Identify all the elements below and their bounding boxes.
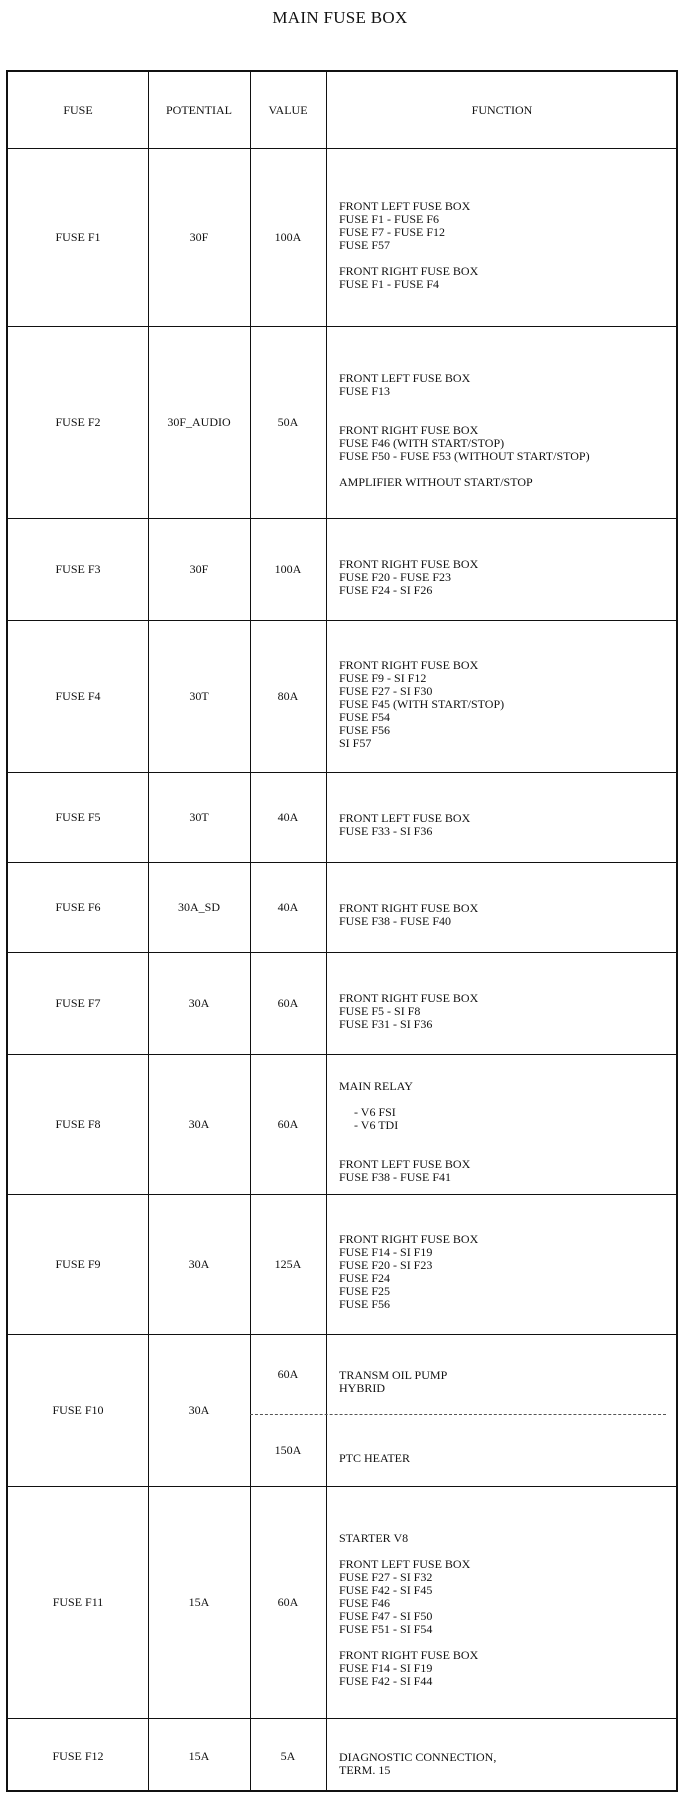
function-line: FUSE F27 - SI F32 [339, 1570, 433, 1584]
fuse-potential: 15A [188, 1748, 210, 1763]
function-line: FUSE F1 - FUSE F6 [339, 211, 440, 226]
function-line: FUSE F42 - SI F45 [339, 1583, 433, 1597]
fuse-value: 60A [277, 1116, 299, 1131]
function-line: FUSE F24 [339, 1271, 391, 1285]
fuse-name: FUSE F2 [55, 414, 101, 429]
function-line: FRONT RIGHT FUSE BOX [339, 1648, 479, 1662]
function-line: FUSE F57 [339, 237, 391, 252]
function-line [339, 398, 590, 411]
function-line: FUSE F42 - SI F44 [339, 1674, 433, 1688]
fuse-function [339, 1233, 478, 1311]
function-line: FRONT RIGHT FUSE BOX [339, 422, 479, 437]
header-fuse: FUSE [63, 102, 93, 117]
function-line: FUSE F50 - FUSE F53 (WITHOUT START/STOP) [339, 448, 590, 463]
fuse-potential: 30T [189, 688, 209, 703]
fuse-name: FUSE F1 [55, 229, 101, 244]
function-line: FUSE F25 [339, 1284, 391, 1298]
function-line: FUSE F56 [339, 722, 391, 737]
fuse-value: 50A [277, 414, 299, 429]
function-line: FUSE F51 - SI F54 [339, 1622, 433, 1636]
function-line: FRONT RIGHT FUSE BOX [339, 1232, 479, 1246]
fuse-value: 40A [277, 809, 299, 824]
function-line: TRANSM OIL PUMP [339, 1368, 448, 1382]
function-line: FUSE F14 - SI F19 [339, 1661, 433, 1675]
function-line: FUSE F31 - SI F36 [339, 1016, 433, 1031]
fuse-value: 100A [274, 229, 302, 244]
function-line: FRONT LEFT FUSE BOX [339, 811, 471, 825]
function-line: FRONT LEFT FUSE BOX [339, 198, 471, 213]
function-line: FRONT RIGHT FUSE BOX [339, 263, 479, 278]
fuse-function [339, 812, 470, 838]
fuse-potential: 30A [188, 995, 210, 1010]
function-line: AMPLIFIER WITHOUT START/STOP [339, 474, 533, 489]
fuse-potential: 30A [188, 1256, 210, 1271]
function-line: STARTER V8 [339, 1531, 409, 1545]
fuse-value: 80A [277, 688, 299, 703]
fuse-value: 60A [277, 995, 299, 1010]
fuse-function [339, 902, 478, 928]
fuse-potential: 15A [188, 1594, 210, 1609]
fuse-function [339, 1532, 478, 1688]
function-line: FRONT RIGHT FUSE BOX [339, 556, 479, 571]
fuse-function [339, 372, 590, 489]
function-line: FUSE F14 - SI F19 [339, 1245, 433, 1259]
header-potential: POTENTIAL [166, 102, 232, 117]
fuse-name: FUSE F12 [52, 1748, 104, 1763]
fuse-value: 100A [274, 561, 302, 576]
function-line: FUSE F13 [339, 383, 391, 398]
fuse-table [6, 70, 678, 1792]
function-line: FUSE F45 (WITH START/STOP) [339, 696, 505, 711]
function-line: FUSE F1 - FUSE F4 [339, 276, 440, 291]
function-line: FUSE F38 - FUSE F40 [339, 914, 452, 928]
function-line: SI F57 [339, 735, 372, 750]
function-line: FUSE F33 - SI F36 [339, 824, 433, 838]
function-line: FRONT LEFT FUSE BOX [339, 1157, 471, 1171]
function-line: MAIN RELAY [339, 1079, 413, 1093]
header-function: FUNCTION [471, 102, 533, 117]
function-line: FUSE F38 - FUSE F41 [339, 1170, 452, 1184]
function-line [339, 1132, 470, 1145]
function-line: DIAGNOSTIC CONNECTION, [339, 1750, 497, 1764]
function-line: FUSE F20 - SI F23 [339, 1258, 433, 1272]
fuse-name: FUSE F5 [55, 809, 101, 824]
fuse-value: 150A [274, 1442, 302, 1457]
function-line: FRONT LEFT FUSE BOX [339, 1557, 471, 1571]
fuse-value: 60A [277, 1366, 299, 1381]
fuse-potential: 30A_SD [177, 899, 220, 914]
fuse-function [339, 659, 504, 750]
fuse-value: 125A [274, 1256, 302, 1271]
function-line: FRONT RIGHT FUSE BOX [339, 657, 479, 672]
fuse-name: FUSE F10 [52, 1402, 104, 1417]
fuse-value: 60A [277, 1594, 299, 1609]
function-line: FUSE F20 - FUSE F23 [339, 569, 452, 584]
function-line: - V6 TDI [339, 1118, 399, 1132]
fuse-name: FUSE F3 [55, 561, 101, 576]
fuse-name: FUSE F6 [55, 899, 101, 914]
function-line: FRONT LEFT FUSE BOX [339, 370, 471, 385]
function-line: FUSE F27 - SI F30 [339, 683, 433, 698]
fuse-name: FUSE F11 [52, 1594, 104, 1609]
fuse-value: 40A [277, 899, 299, 914]
fuse-function [339, 1452, 410, 1465]
function-line: FUSE F46 [339, 1596, 391, 1610]
fuse-potential: 30T [189, 809, 209, 824]
fuse-potential: 30A [188, 1402, 210, 1417]
fuse-potential: 30F [189, 561, 209, 576]
fuse-potential: 30F_AUDIO [167, 414, 231, 429]
function-line [339, 463, 590, 476]
function-line: HYBRID [339, 1381, 386, 1395]
fuse-name: FUSE F4 [55, 688, 101, 703]
fuse-function [339, 558, 478, 597]
fuse-name: FUSE F8 [55, 1116, 101, 1131]
column-divider [326, 72, 327, 1790]
function-line: FUSE F7 - FUSE F12 [339, 224, 446, 239]
fuse-function [339, 992, 478, 1031]
page-title: MAIN FUSE BOX [272, 8, 408, 27]
function-line: TERM. 15 [339, 1763, 391, 1777]
function-line: FUSE F47 - SI F50 [339, 1609, 433, 1623]
fuse-potential: 30F [189, 229, 209, 244]
function-line: FUSE F46 (WITH START/STOP) [339, 435, 505, 450]
function-line [339, 411, 590, 424]
function-line: FUSE F5 - SI F8 [339, 1003, 421, 1018]
fuse-function [339, 1751, 496, 1777]
function-line: - V6 FSI [339, 1105, 396, 1119]
fuse-function [339, 200, 478, 291]
fuse-potential: 30A [188, 1116, 210, 1131]
function-line: FRONT RIGHT FUSE BOX [339, 901, 479, 915]
fuse-name: FUSE F9 [55, 1256, 101, 1271]
function-line: FRONT RIGHT FUSE BOX [339, 990, 479, 1005]
function-line: FUSE F9 - SI F12 [339, 670, 427, 685]
fuse-value: 5A [280, 1748, 296, 1763]
dashed-divider [250, 1414, 666, 1415]
fuse-function [339, 1080, 470, 1184]
function-line: FUSE F24 - SI F26 [339, 582, 433, 597]
fuse-name: FUSE F7 [55, 995, 101, 1010]
function-line: FUSE F54 [339, 709, 391, 724]
function-line [339, 252, 478, 265]
function-line: FUSE F56 [339, 1297, 391, 1311]
header-value: VALUE [268, 102, 308, 117]
fuse-function [339, 1369, 447, 1395]
function-line: PTC HEATER [339, 1450, 411, 1465]
